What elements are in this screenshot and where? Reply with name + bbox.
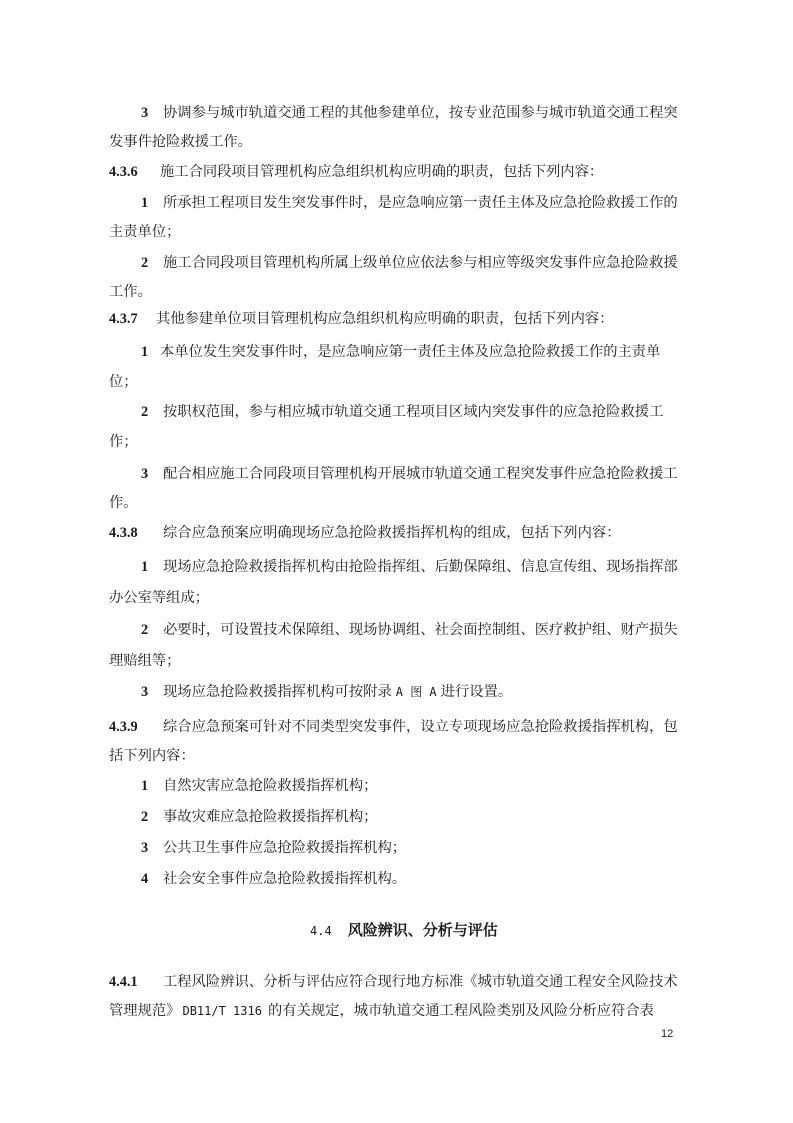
item-number: 2: [141, 809, 149, 825]
clause-number: 4.4.1: [109, 974, 138, 990]
paragraph-text: 配合相应施工合同段项目管理机构开展城市轨道交通工程突发事件应急抢险救援工: [163, 466, 678, 482]
item-number: 3: [141, 466, 149, 482]
section-number: 4.4: [310, 924, 332, 938]
paragraph-continuation: 主责单位；: [109, 224, 181, 240]
paragraph-text: [163, 682, 512, 702]
standard-code: DB11/T 1316: [182, 1004, 262, 1018]
clause-text: 施工合同段项目管理机构应急组织机构应明确的职责，包括下列内容：: [160, 164, 604, 180]
paragraph-text: 社会安全事件应急抢险救援指挥机构。: [163, 871, 407, 887]
paragraph-continuation: 发事件抢险救援工作。: [109, 134, 252, 150]
paragraph-continuation: [109, 1001, 654, 1021]
item-number: 2: [141, 255, 149, 271]
item-number: 1: [141, 195, 149, 211]
figure-reference: A 图 A: [395, 685, 437, 699]
paragraph-text: 按职权范围，参与相应城市轨道交通工程项目区域内突发事件的应急抢险救援工: [163, 404, 664, 420]
text-segment: 的有关规定，城市轨道交通工程风险类别及风险分析应符合表: [267, 1003, 654, 1019]
clause-text: 综合应急预案应明确现场应急抢险救援指挥机构的组成，包括下列内容：: [163, 525, 621, 541]
paragraph-continuation: 办公室等组成；: [109, 590, 210, 606]
paragraph-continuation: 作。: [109, 495, 138, 511]
page-number: 12: [661, 1028, 674, 1040]
clause-number: 4.3.9: [109, 719, 138, 735]
item-number: 2: [141, 622, 149, 638]
paragraph-text: 本单位发生突发事件时，是应急响应第一责任主体及应急抢险救援工作的主责单: [160, 344, 661, 360]
item-number: 4: [141, 871, 149, 887]
text-segment: 进行设置。: [440, 684, 513, 700]
paragraph-continuation: 位；: [109, 374, 138, 390]
paragraph-text: 自然灾害应急抢险救援指挥机构；: [163, 778, 378, 794]
section-heading: [310, 920, 498, 941]
clause-number: 4.3.6: [109, 164, 138, 180]
clause-number: 4.3.8: [109, 525, 138, 541]
item-number: 3: [141, 684, 149, 700]
paragraph-continuation: 作；: [109, 434, 138, 450]
item-number: 2: [141, 404, 149, 420]
clause-text: 综合应急预案可针对不同类型突发事件，设立专项现场应急抢险救援指挥机构，包: [163, 719, 678, 735]
clause-text: 其他参建单位项目管理机构应急组织机构应明确的职责，包括下列内容：: [156, 311, 614, 327]
item-number: 3: [141, 840, 149, 856]
item-number: 3: [141, 105, 149, 121]
section-title: 风险辨识、分析与评估: [347, 921, 498, 939]
paragraph-text: 施工合同段项目管理机构所属上级单位应依法参与相应等级突发事件应急抢险救援: [163, 255, 678, 271]
item-number: 1: [141, 559, 149, 575]
paragraph-text: 必要时，可设置技术保障组、现场协调组、社会面控制组、医疗救护组、财产损失: [163, 622, 678, 638]
paragraph-text: 协调参与城市轨道交通工程的其他参建单位，按专业范围参与城市轨道交通工程突: [163, 105, 678, 121]
paragraph-text: 所承担工程项目发生突发事件时，是应急响应第一责任主体及应急抢险救援工作的: [163, 195, 678, 211]
paragraph-text: 事故灾难应急抢险救援指挥机构；: [163, 809, 378, 825]
text-segment: 管理规范》: [109, 1003, 181, 1019]
item-number: 1: [141, 778, 149, 794]
paragraph-continuation: 括下列内容：: [109, 748, 195, 764]
clause-text: 工程风险辨识、分析与评估应符合现行地方标准《城市轨道交通工程安全风险技术: [163, 974, 678, 990]
text-segment: 现场应急抢险救援指挥机构可按附录: [163, 684, 392, 700]
paragraph-continuation: 理赔组等；: [109, 653, 181, 669]
paragraph-continuation: 工作。: [109, 284, 152, 300]
paragraph-text: 公共卫生事件应急抢险救援指挥机构；: [163, 840, 407, 856]
paragraph-text: 现场应急抢险救援指挥机构由抢险指挥组、后勤保障组、信息宣传组、现场指挥部: [163, 559, 678, 575]
clause-number: 4.3.7: [109, 311, 138, 327]
item-number: 1: [141, 344, 149, 360]
